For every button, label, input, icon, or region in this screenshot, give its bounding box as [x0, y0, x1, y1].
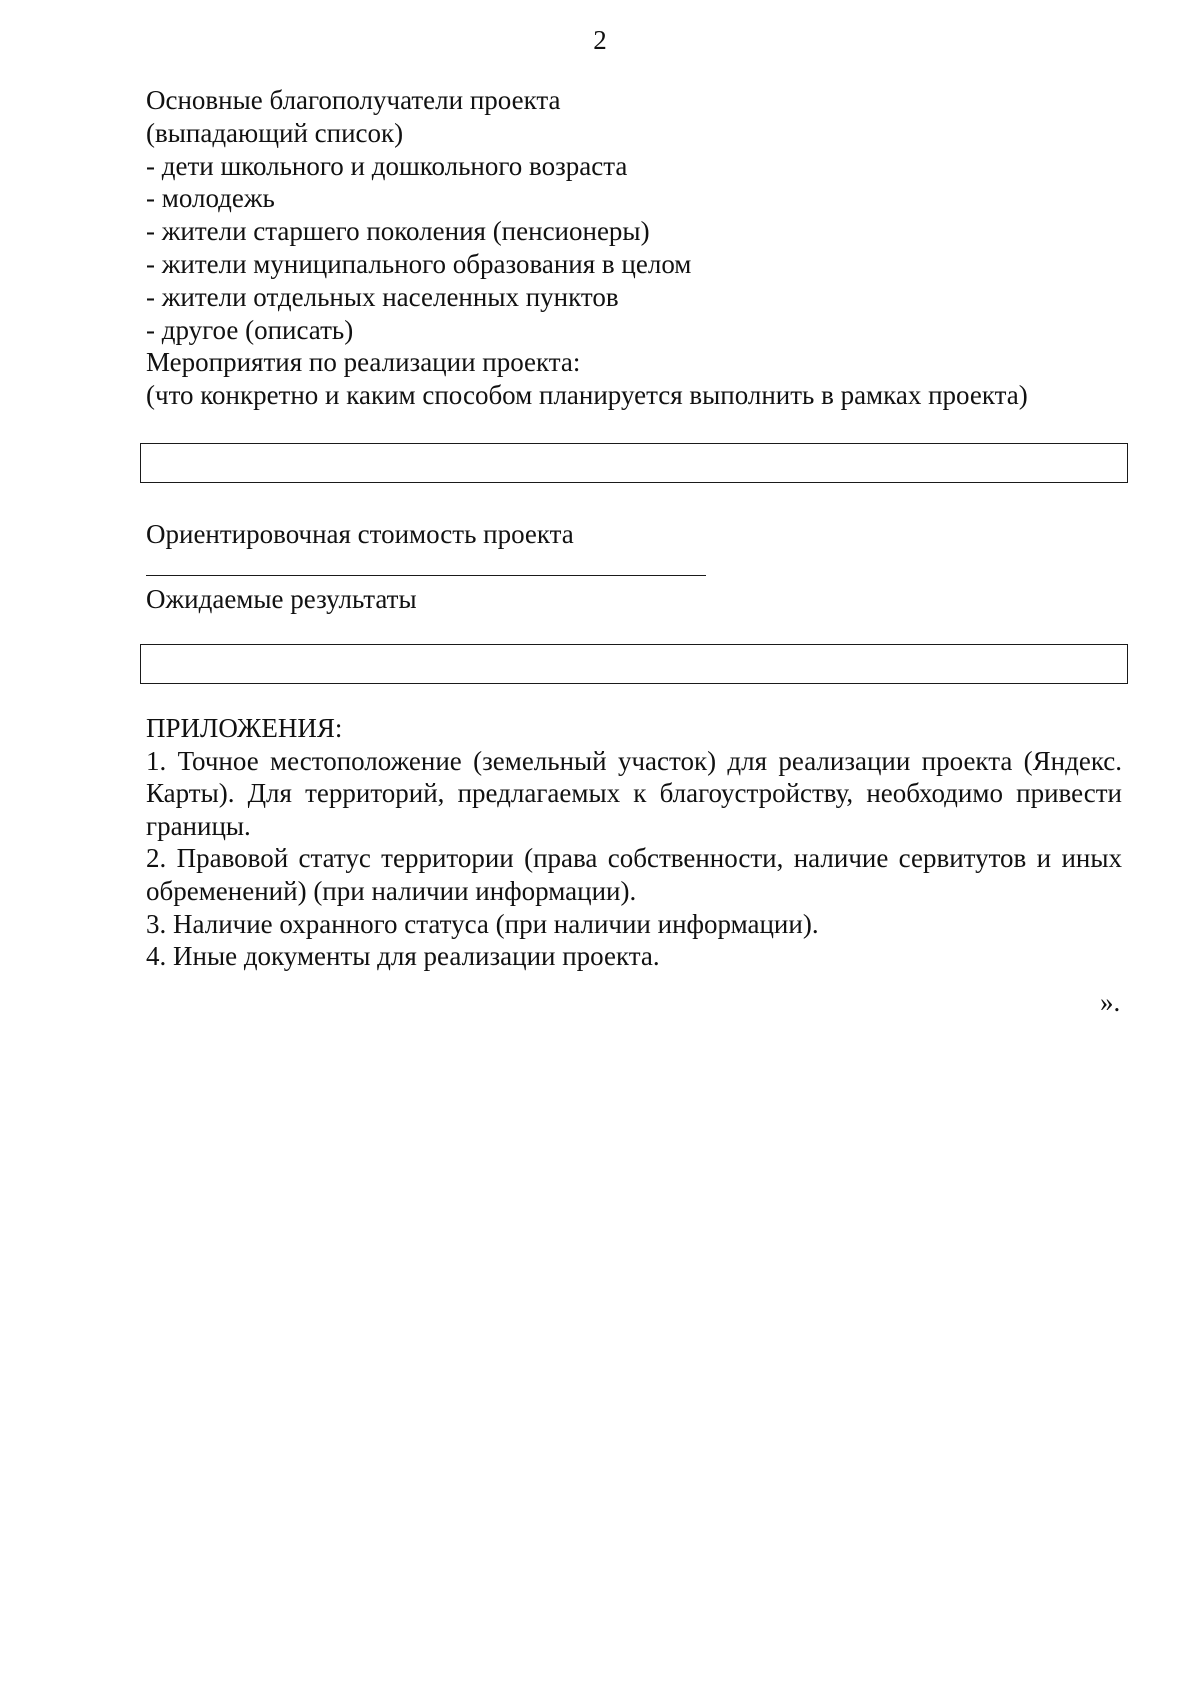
cost-label: Ориентировочная стоимость проекта	[146, 519, 574, 549]
beneficiaries-title: Основные благополучатели проекта	[146, 85, 561, 115]
page-number: 2	[593, 25, 607, 55]
beneficiary-option: - молодежь	[146, 183, 275, 214]
beneficiary-option: - жители отдельных населенных пунктов	[146, 281, 619, 312]
closing-quote: ».	[1100, 987, 1121, 1017]
beneficiaries-section	[146, 84, 1122, 412]
beneficiary-option: - другое (описать)	[146, 314, 354, 345]
activities-input-box[interactable]	[140, 443, 1128, 483]
appendix-item: 1. Точное местоположение (земельный участок) для реализации проекта (Яндекс. Карты). Для территорий, предлагаемых к благоустройству, необходимо привести границы.	[146, 745, 1122, 841]
appendix-item: 2. Правовой статус территории (права собственности, наличие сервитутов и иных обременений) (при наличии информации).	[146, 843, 1122, 906]
activities-note: (что конкретно и каким способом планируется выполнить в рамках проекта)	[146, 380, 1028, 411]
appendix-item: 4. Иные документы для реализации проекта.	[146, 941, 660, 972]
results-label: Ожидаемые результаты	[146, 584, 417, 614]
appendix-item: 3. Наличие охранного статуса (при наличии информации).	[146, 908, 819, 939]
appendix-section	[146, 712, 1122, 973]
activities-title: Мероприятия по реализации проекта:	[146, 347, 581, 378]
results-input-box[interactable]	[140, 644, 1128, 684]
appendix-heading: ПРИЛОЖЕНИЯ:	[146, 713, 343, 743]
beneficiary-option: - жители муниципального образования в целом	[146, 248, 692, 279]
beneficiary-option: - жители старшего поколения (пенсионеры)	[146, 216, 650, 247]
cost-input-line[interactable]	[146, 575, 706, 576]
beneficiaries-note: (выпадающий список)	[146, 117, 404, 148]
beneficiary-option: - дети школьного и дошкольного возраста	[146, 150, 628, 181]
